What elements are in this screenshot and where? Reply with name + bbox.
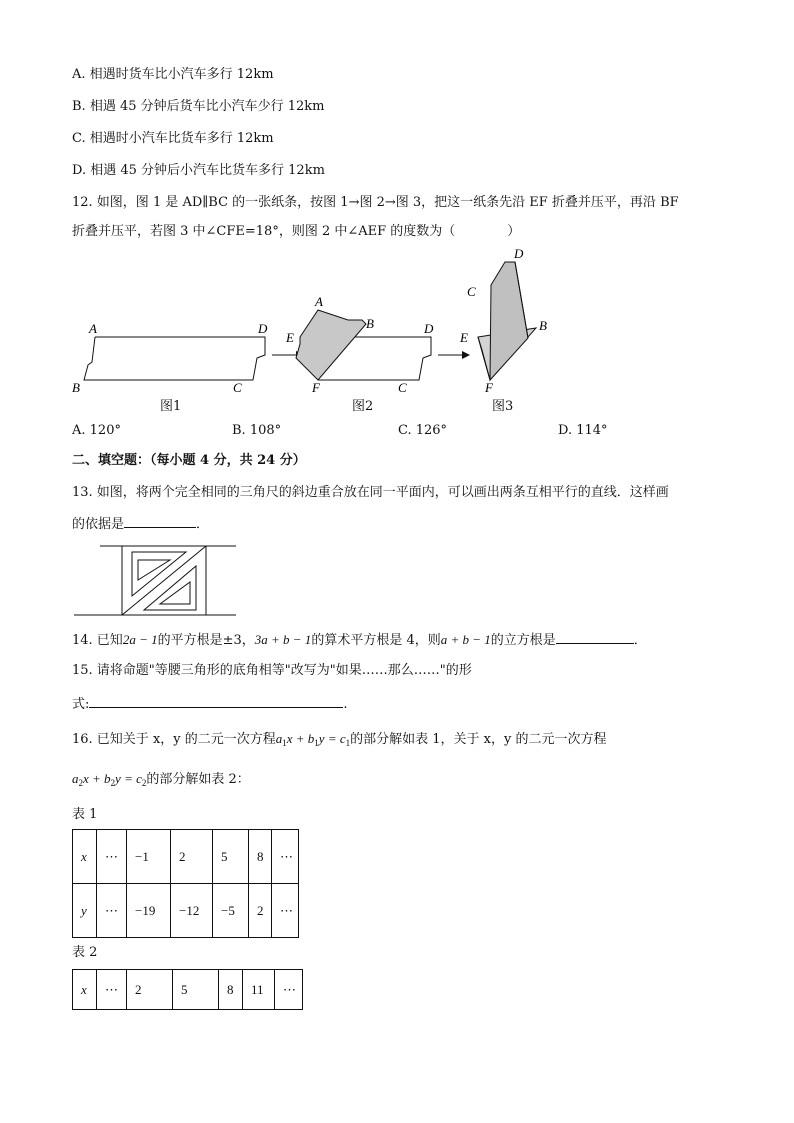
q16-line1-suffix: 的部分解如表 1，关于 x，y 的二元一次方程 bbox=[350, 732, 607, 747]
q16-equation-1: $a_1x + b_1y = c_1$ bbox=[275, 731, 351, 748]
q14-part-4: 的立方根是 bbox=[490, 633, 556, 648]
figure-2 bbox=[285, 294, 434, 395]
q12-caption-2: 图2 bbox=[352, 399, 374, 414]
table1-cell: x bbox=[73, 830, 97, 884]
table2-cell: 11 bbox=[243, 970, 275, 1010]
table2-row-x bbox=[73, 970, 303, 1010]
q12-figure bbox=[60, 240, 580, 420]
q16-text-line2 bbox=[72, 771, 250, 791]
q13-figure bbox=[70, 540, 240, 620]
q14-expr-2: 3a + b − 1 bbox=[254, 632, 312, 647]
table1-cell: ⋯ bbox=[97, 830, 127, 884]
section-2-title: 二、填空题：（每小题 4 分，共 24 分） bbox=[72, 453, 306, 468]
figure-3 bbox=[459, 246, 547, 395]
table1-caption: 表 1 bbox=[72, 807, 98, 822]
q13-text-line2 bbox=[72, 515, 209, 533]
table2-cell: 8 bbox=[219, 970, 243, 1010]
q13-answer-blank[interactable] bbox=[124, 515, 196, 528]
fig3-label-e: E bbox=[460, 330, 468, 345]
q13-line2-prefix: 的依据是 bbox=[72, 517, 125, 532]
fig2-label-a: A bbox=[315, 294, 323, 309]
table2-cell: ⋯ bbox=[97, 970, 127, 1010]
q16-equation-2: $a_2x + b_2y = c_2$ bbox=[72, 771, 147, 788]
q15-answer-blank[interactable] bbox=[89, 695, 343, 708]
table-1 bbox=[72, 829, 299, 938]
q12-caption-3: 图3 bbox=[492, 399, 514, 414]
q16-text-line1 bbox=[72, 731, 606, 751]
q14-text bbox=[72, 631, 647, 649]
table2-cell: 5 bbox=[173, 970, 219, 1010]
fig2-label-c: C bbox=[398, 380, 407, 395]
table1-row-y bbox=[73, 884, 299, 938]
q14-answer-blank[interactable] bbox=[556, 631, 634, 644]
table1-cell: 8 bbox=[249, 830, 272, 884]
table1-cell: 2 bbox=[171, 830, 213, 884]
fig3-label-c: C bbox=[467, 284, 476, 299]
table1-cell: −12 bbox=[171, 884, 213, 938]
q14-expr-3: a + b − 1 bbox=[440, 632, 491, 647]
q13-text-line1: 13. 如图，将两个完全相同的三角尺的斜边重合放在同一平面内，可以画出两条互相平行的直线．这样画 bbox=[72, 485, 669, 500]
fig1-label-a: A bbox=[89, 321, 97, 336]
table2-cell: 2 bbox=[127, 970, 173, 1010]
q15-text-line1: 15. 请将命题"等腰三角形的底角相等"改写为"如果……那么……"的形 bbox=[72, 663, 472, 678]
q13-line2-suffix: ． bbox=[196, 517, 210, 532]
q15-text-line2 bbox=[72, 695, 348, 713]
fig2-label-b: B bbox=[366, 316, 374, 331]
table1-cell: −19 bbox=[127, 884, 171, 938]
fig1-label-d: D bbox=[258, 321, 268, 336]
table1-cell: ⋯ bbox=[272, 884, 299, 938]
table1-cell: ⋯ bbox=[272, 830, 299, 884]
q12-option-c: C. 126° bbox=[398, 423, 448, 438]
q16-line1-prefix: 16. 已知关于 x，y 的二元一次方程 bbox=[72, 732, 276, 747]
fig3-label-d: D bbox=[514, 246, 524, 261]
q11-option-c: C. 相遇时小汽车比货车多行 12km bbox=[72, 131, 274, 146]
q14-part-5: ． bbox=[633, 633, 647, 648]
table1-cell: 5 bbox=[213, 830, 249, 884]
fig3-label-b: B bbox=[539, 318, 547, 333]
figure-1 bbox=[72, 321, 268, 395]
q15-line2-prefix: 式: bbox=[72, 697, 90, 712]
fig1-label-c: C bbox=[233, 380, 242, 395]
fig2-label-e: E bbox=[286, 330, 294, 345]
table1-cell: −5 bbox=[213, 884, 249, 938]
q15-line2-suffix: . bbox=[343, 697, 348, 712]
q12-caption-1: 图1 bbox=[160, 399, 182, 414]
q14-part-2: 的平方根是±3， bbox=[157, 633, 255, 648]
fig1-label-b: B bbox=[72, 380, 80, 395]
q12-option-b: B. 108° bbox=[232, 423, 282, 438]
table1-cell: ⋯ bbox=[97, 884, 127, 938]
q14-expr-1: 2a − 1 bbox=[122, 632, 158, 647]
table1-cell: 2 bbox=[249, 884, 272, 938]
q12-option-a: A. 120° bbox=[72, 423, 121, 438]
table2-cell: x bbox=[73, 970, 97, 1010]
q12-text-line2: 折叠并压平，若图 3 中∠CFE=18°，则图 2 中∠AEF 的度数为（ ） bbox=[72, 224, 521, 239]
q11-option-b: B. 相遇 45 分钟后货车比小汽车少行 12km bbox=[72, 99, 325, 114]
q12-option-d: D. 114° bbox=[558, 423, 608, 438]
fig2-label-f: F bbox=[312, 380, 320, 395]
q16-line2-suffix: 的部分解如表 2： bbox=[146, 772, 250, 787]
table-2 bbox=[72, 969, 303, 1010]
q11-option-d: D. 相遇 45 分钟后小汽车比货车多行 12km bbox=[72, 163, 325, 178]
table1-row-x bbox=[73, 830, 299, 884]
q12-text-line1: 12. 如图，图 1 是 AD∥BC 的一张纸条，按图 1→图 2→图 3，把这一纸条先沿 EF 折叠并压平，再沿 BF bbox=[72, 195, 679, 210]
q11-option-a: A. 相遇时货车比小汽车多行 12km bbox=[72, 67, 274, 82]
q14-part-3: 的算术平方根是 4，则 bbox=[311, 633, 441, 648]
fig3-label-f: F bbox=[485, 380, 493, 395]
table1-cell: −1 bbox=[127, 830, 171, 884]
table1-cell: y bbox=[73, 884, 97, 938]
fig2-label-d: D bbox=[424, 321, 434, 336]
q14-part-1: 14. 已知 bbox=[72, 633, 123, 648]
arrow-2 bbox=[438, 351, 470, 359]
table2-cell: ⋯ bbox=[275, 970, 303, 1010]
table2-caption: 表 2 bbox=[72, 945, 98, 960]
